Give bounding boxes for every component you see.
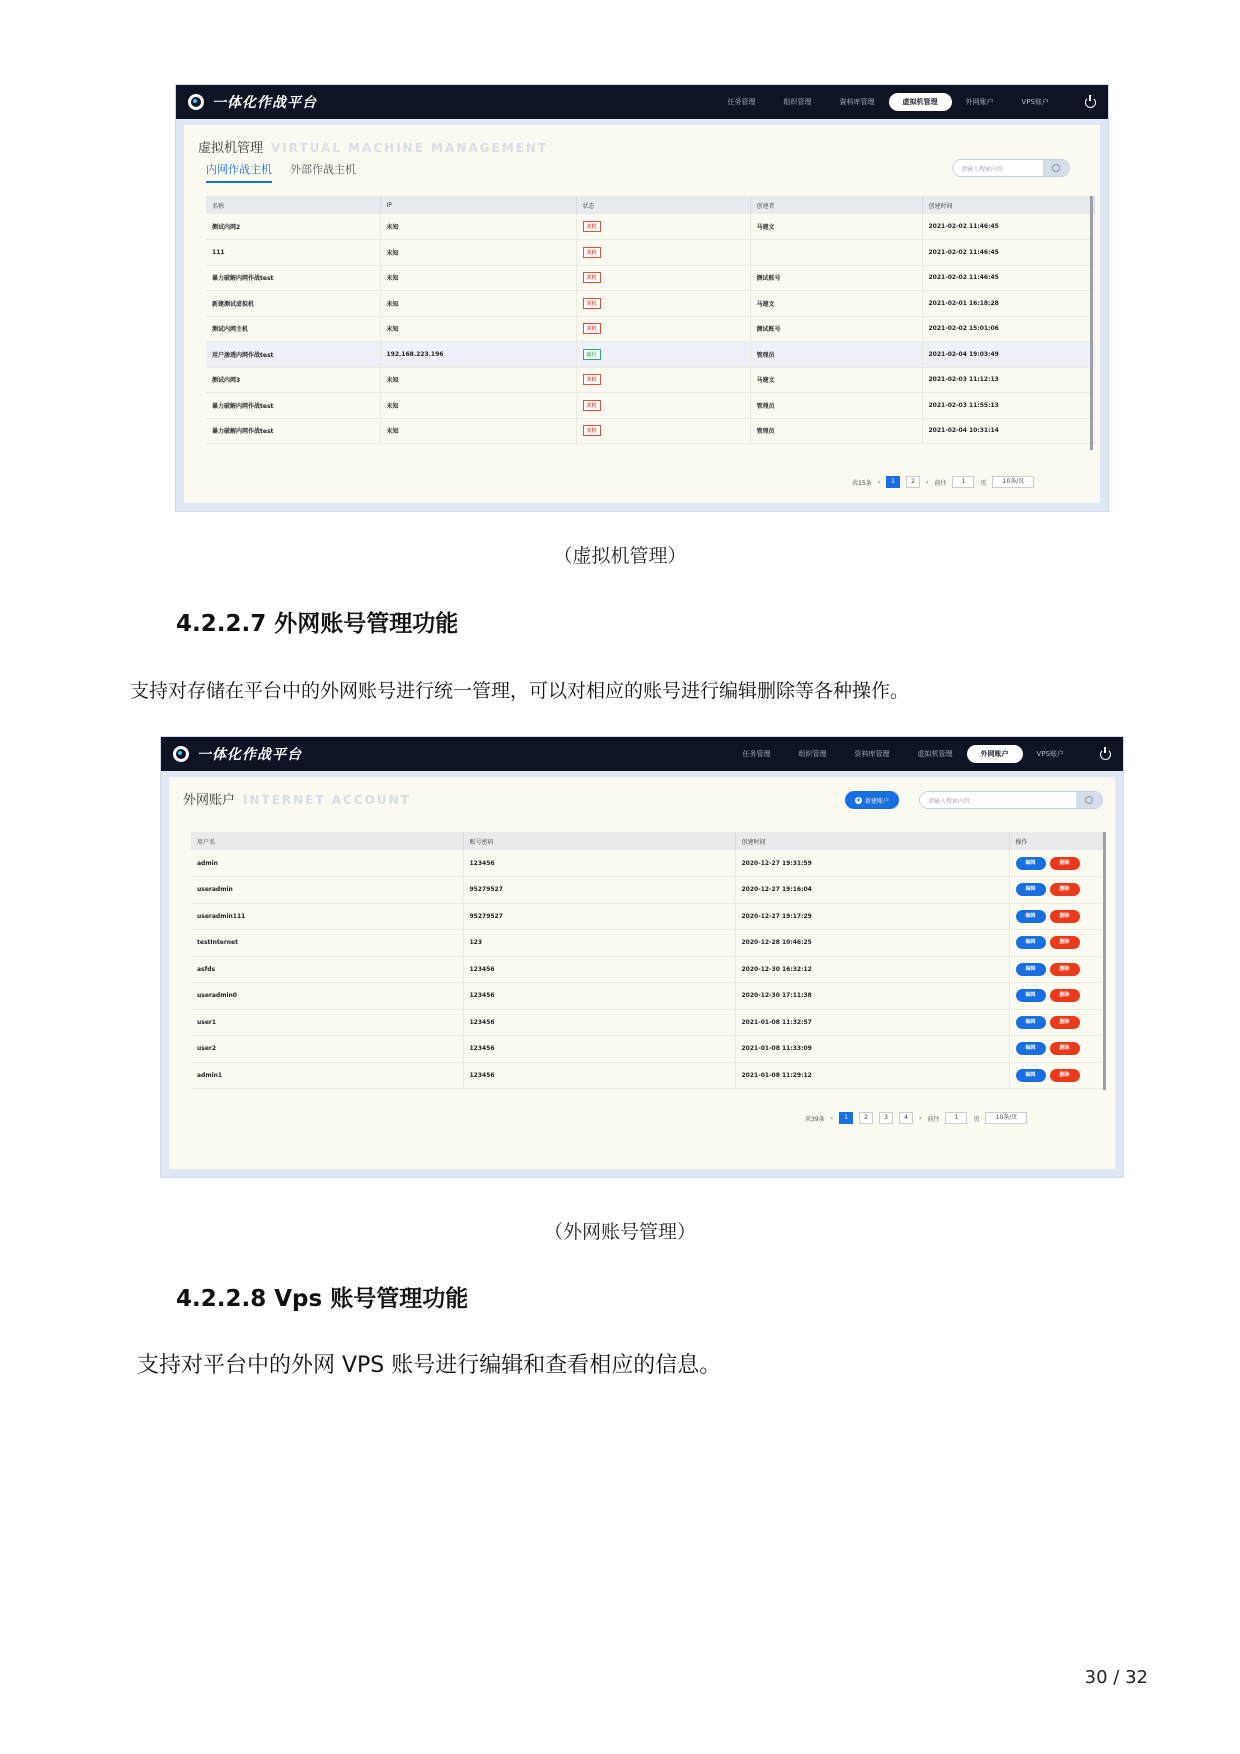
table-cell: 未知 bbox=[380, 265, 576, 291]
status-badge: 关机 bbox=[583, 298, 601, 309]
nav-item-vps-account[interactable]: VPS账户 bbox=[1021, 98, 1049, 106]
vm-table bbox=[206, 196, 1095, 444]
table-cell: 未知 bbox=[380, 214, 576, 240]
table-cell: 马建文 bbox=[750, 367, 922, 393]
table-row[interactable] bbox=[191, 1062, 1103, 1089]
delete-button[interactable]: 删除 bbox=[1050, 1069, 1080, 1082]
platform-brand: 一体化作战平台 bbox=[197, 747, 302, 763]
next-page-icon[interactable]: › bbox=[919, 1114, 922, 1122]
table-cell: 2021-02-01 16:18:28 bbox=[922, 291, 1094, 317]
table-cell: 2021-01-08 11:32:57 bbox=[735, 1009, 1009, 1036]
table-cell bbox=[576, 393, 750, 419]
platform-logo-icon bbox=[173, 746, 189, 762]
table-cell bbox=[576, 316, 750, 342]
table-cell-actions bbox=[1009, 1036, 1103, 1063]
table-cell-actions bbox=[1009, 903, 1103, 930]
delete-button[interactable]: 删除 bbox=[1050, 883, 1080, 896]
top-navbar bbox=[161, 737, 1123, 771]
page-header bbox=[183, 789, 411, 808]
nav-item-organization[interactable]: 组织管理 bbox=[798, 750, 827, 758]
nav-item-internet-account[interactable]: 外网账户 bbox=[965, 98, 994, 106]
table-cell: 123456 bbox=[463, 1036, 735, 1063]
section-heading-4-2-2-7: 4.2.2.7 外网账号管理功能 bbox=[176, 611, 459, 637]
search-input[interactable]: 请输入搜索内容 bbox=[928, 797, 971, 805]
table-cell: 123456 bbox=[463, 1062, 735, 1089]
search-button[interactable] bbox=[1043, 160, 1069, 176]
table-row[interactable] bbox=[191, 983, 1103, 1010]
section-paragraph-4-2-2-8: 支持对平台中的外网 VPS 账号进行编辑和查看相应的信息。 bbox=[137, 1353, 722, 1378]
status-badge: 关机 bbox=[583, 323, 601, 334]
table-cell: 123456 bbox=[463, 1009, 735, 1036]
table-cell: 2020-12-27 19:17:29 bbox=[735, 903, 1009, 930]
table-cell: 2020-12-30 17:11:38 bbox=[735, 983, 1009, 1010]
table-row[interactable] bbox=[206, 291, 1094, 317]
table-cell: 2021-02-02 11:46:45 bbox=[922, 240, 1094, 266]
table-cell: testInternet bbox=[191, 930, 463, 957]
vm-management-screenshot bbox=[175, 84, 1109, 512]
table-row[interactable] bbox=[206, 367, 1094, 393]
table-cell: 123456 bbox=[463, 850, 735, 877]
page-button[interactable]: 4 bbox=[899, 1112, 913, 1124]
platform-logo-icon bbox=[188, 94, 204, 110]
page-number: 30 / 32 bbox=[1084, 1667, 1148, 1688]
nav-item-tasks[interactable]: 任务管理 bbox=[727, 98, 756, 106]
table-cell bbox=[576, 240, 750, 266]
internet-account-screenshot bbox=[160, 736, 1124, 1178]
main-nav bbox=[729, 745, 1111, 763]
search-box[interactable] bbox=[919, 791, 1103, 809]
goto-suffix: 页 bbox=[973, 1115, 980, 1123]
tab-external-host[interactable]: 外部作战主机 bbox=[290, 163, 356, 176]
table-cell: admin1 bbox=[191, 1062, 463, 1089]
table-cell: 管理员 bbox=[750, 342, 922, 368]
edit-button[interactable]: 编辑 bbox=[1016, 936, 1046, 949]
table-cell: 未知 bbox=[380, 393, 576, 419]
edit-button[interactable]: 编辑 bbox=[1016, 963, 1046, 976]
table-cell bbox=[576, 291, 750, 317]
page-title: 外网账户 bbox=[183, 793, 236, 808]
pagination bbox=[805, 1112, 1027, 1124]
table-row[interactable] bbox=[191, 877, 1103, 904]
platform-brand: 一体化作战平台 bbox=[212, 95, 317, 111]
column-header: 状态 bbox=[576, 196, 750, 214]
table-cell: 测试内网2 bbox=[206, 214, 380, 240]
table-cell: 管理员 bbox=[750, 418, 922, 444]
nav-item-library[interactable]: 资料库管理 bbox=[854, 750, 890, 758]
page-button[interactable]: 1 bbox=[886, 476, 900, 488]
page-title: 虚拟机管理 bbox=[198, 141, 264, 156]
plus-icon: + bbox=[855, 795, 862, 804]
column-header: IP bbox=[380, 196, 576, 214]
nav-item-vps-account[interactable]: VPS账户 bbox=[1036, 750, 1064, 758]
table-cell: 95279527 bbox=[463, 903, 735, 930]
delete-button[interactable]: 删除 bbox=[1050, 963, 1080, 976]
table-cell: 2021-01-08 11:33:09 bbox=[735, 1036, 1009, 1063]
edit-button[interactable]: 编辑 bbox=[1016, 883, 1046, 896]
column-header: 创建时间 bbox=[735, 832, 1009, 850]
table-row[interactable] bbox=[206, 240, 1094, 266]
table-cell-actions bbox=[1009, 956, 1103, 983]
table-cell: 123456 bbox=[463, 983, 735, 1010]
table-cell: 2021-02-04 19:03:49 bbox=[922, 342, 1094, 368]
table-cell: 未知 bbox=[380, 291, 576, 317]
account-table bbox=[191, 832, 1104, 1089]
table-cell: 暴力破解内网作战test bbox=[206, 393, 380, 419]
table-cell: 新建测试虚拟机 bbox=[206, 291, 380, 317]
table-row[interactable] bbox=[206, 214, 1094, 240]
next-page-icon[interactable]: › bbox=[926, 478, 929, 486]
add-account-label: 新建账户 bbox=[865, 797, 890, 805]
delete-button[interactable]: 删除 bbox=[1050, 1016, 1080, 1029]
column-header: 名称 bbox=[206, 196, 380, 214]
table-cell: 未知 bbox=[380, 367, 576, 393]
table-cell: 95279527 bbox=[463, 877, 735, 904]
table-cell bbox=[576, 265, 750, 291]
goto-label: 前往 bbox=[927, 1115, 940, 1123]
table-row[interactable] bbox=[191, 1009, 1103, 1036]
status-badge: 关机 bbox=[583, 400, 601, 411]
table-cell: 2021-02-02 11:46:45 bbox=[922, 214, 1094, 240]
table-cell: 未知 bbox=[380, 418, 576, 444]
table-row[interactable] bbox=[206, 342, 1094, 368]
table-cell: 测试账号 bbox=[750, 265, 922, 291]
table-cell: 2020-12-27 19:31:59 bbox=[735, 850, 1009, 877]
nav-item-library[interactable]: 資料库管理 bbox=[839, 98, 875, 106]
column-header: 用户名 bbox=[191, 832, 463, 850]
edit-button[interactable]: 编辑 bbox=[1016, 989, 1046, 1002]
section-heading-4-2-2-8: 4.2.2.8 Vps 账号管理功能 bbox=[176, 1286, 469, 1312]
edit-button[interactable]: 编辑 bbox=[1016, 1016, 1046, 1029]
column-header: 创建时间 bbox=[922, 196, 1094, 214]
search-button[interactable] bbox=[1076, 792, 1102, 808]
table-row[interactable] bbox=[191, 956, 1103, 983]
table-cell-actions bbox=[1009, 1009, 1103, 1036]
page-title-en: INTERNET ACCOUNT bbox=[243, 793, 411, 807]
table-cell: 2020-12-30 16:32:12 bbox=[735, 956, 1009, 983]
table-row[interactable] bbox=[206, 393, 1094, 419]
table-cell: 123456 bbox=[463, 956, 735, 983]
table-row[interactable] bbox=[206, 418, 1094, 444]
status-badge: 关机 bbox=[583, 221, 601, 232]
prev-page-icon[interactable]: ‹ bbox=[877, 478, 881, 486]
table-cell-actions bbox=[1009, 1062, 1103, 1089]
status-badge: 关机 bbox=[583, 425, 601, 436]
top-navbar bbox=[176, 85, 1108, 119]
table-cell: asfds bbox=[191, 956, 463, 983]
nav-item-vm[interactable]: 虚拟机管理 bbox=[917, 750, 953, 758]
table-cell: admin bbox=[191, 850, 463, 877]
account-content-panel bbox=[169, 777, 1115, 1169]
table-cell: 2020-12-28 10:46:25 bbox=[735, 930, 1009, 957]
table-row[interactable] bbox=[191, 903, 1103, 930]
table-cell: useradmin111 bbox=[191, 903, 463, 930]
page-header bbox=[198, 137, 548, 156]
edit-button[interactable]: 编辑 bbox=[1016, 1042, 1046, 1055]
table-cell: 测试账号 bbox=[750, 316, 922, 342]
page-button[interactable]: 2 bbox=[906, 476, 920, 488]
prev-page-icon[interactable]: ‹ bbox=[830, 1114, 834, 1122]
status-badge: 关机 bbox=[583, 272, 601, 283]
main-nav bbox=[714, 93, 1096, 111]
table-cell: 管理员 bbox=[750, 393, 922, 419]
pagination-total: 共15条 bbox=[852, 479, 872, 487]
power-icon[interactable] bbox=[1100, 749, 1111, 760]
table-scrollbar[interactable] bbox=[1090, 196, 1093, 450]
edit-button[interactable]: 编辑 bbox=[1016, 1069, 1046, 1082]
status-badge: 关机 bbox=[583, 247, 601, 258]
pagination bbox=[852, 476, 1034, 488]
table-header bbox=[191, 832, 1103, 850]
table-cell bbox=[576, 342, 750, 368]
column-header: 账号密码 bbox=[463, 832, 735, 850]
table-cell: 2021-02-02 11:46:45 bbox=[922, 265, 1094, 291]
nav-item-vm[interactable]: 虚拟机管理 bbox=[889, 93, 952, 111]
power-icon[interactable] bbox=[1085, 97, 1096, 108]
search-box[interactable] bbox=[952, 159, 1070, 177]
page-button[interactable]: 2 bbox=[859, 1112, 873, 1124]
edit-button[interactable]: 编辑 bbox=[1016, 910, 1046, 923]
table-row[interactable] bbox=[191, 850, 1103, 877]
add-account-button[interactable] bbox=[845, 791, 899, 809]
table-scrollbar[interactable] bbox=[1103, 832, 1106, 1090]
section-paragraph-4-2-2-7: 支持对存储在平台中的外网账号进行统一管理，可以对相应的账号进行编辑删除等各种操作。 bbox=[130, 680, 910, 702]
table-cell: 测试内网主机 bbox=[206, 316, 380, 342]
status-badge: 运行 bbox=[583, 349, 601, 360]
table-cell: 192.168.223.196 bbox=[380, 342, 576, 368]
host-tabs bbox=[206, 161, 356, 183]
column-header: 创建者 bbox=[750, 196, 922, 214]
table-header bbox=[206, 196, 1094, 214]
goto-suffix: 页 bbox=[980, 479, 987, 487]
table-row[interactable] bbox=[206, 265, 1094, 291]
table-cell: 2021-02-02 15:01:06 bbox=[922, 316, 1094, 342]
page-title-en: VIRTUAL MACHINE MANAGEMENT bbox=[271, 141, 549, 155]
table-cell bbox=[576, 367, 750, 393]
search-input[interactable]: 请输入搜索内容 bbox=[961, 165, 1004, 173]
table-cell: 2021-02-03 11:12:13 bbox=[922, 367, 1094, 393]
table-cell: 111 bbox=[206, 240, 380, 266]
search-icon bbox=[1085, 796, 1093, 804]
table-cell: user1 bbox=[191, 1009, 463, 1036]
page-button[interactable]: 3 bbox=[879, 1112, 893, 1124]
nav-item-organization[interactable]: 组织管理 bbox=[783, 98, 812, 106]
table-row[interactable] bbox=[206, 316, 1094, 342]
table-cell-actions bbox=[1009, 850, 1103, 877]
table-row[interactable] bbox=[191, 1036, 1103, 1063]
tab-internal-host[interactable]: 内网作战主机 bbox=[206, 161, 272, 183]
table-cell: 未知 bbox=[380, 316, 576, 342]
table-cell: useradmin bbox=[191, 877, 463, 904]
table-cell bbox=[576, 418, 750, 444]
status-badge: 关机 bbox=[583, 374, 601, 385]
table-cell bbox=[750, 240, 922, 266]
nav-item-tasks[interactable]: 任务管理 bbox=[742, 750, 771, 758]
table-cell: 马建文 bbox=[750, 214, 922, 240]
table-cell: 2021-02-04 10:31:14 bbox=[922, 418, 1094, 444]
table-cell: 未知 bbox=[380, 240, 576, 266]
delete-button[interactable]: 删除 bbox=[1050, 989, 1080, 1002]
column-header: 操作 bbox=[1009, 832, 1103, 850]
table-cell: 暴力破解内网作战test bbox=[206, 265, 380, 291]
table-cell: 测试内网3 bbox=[206, 367, 380, 393]
edit-button[interactable]: 编辑 bbox=[1016, 857, 1046, 870]
table-cell: 2020-12-27 19:16:04 bbox=[735, 877, 1009, 904]
table-cell-actions bbox=[1009, 983, 1103, 1010]
figure1-caption: （虚拟机管理） bbox=[553, 545, 687, 567]
table-cell: 2021-02-03 11:55:13 bbox=[922, 393, 1094, 419]
table-cell bbox=[576, 214, 750, 240]
table-cell: 123 bbox=[463, 930, 735, 957]
delete-button[interactable]: 删除 bbox=[1050, 936, 1080, 949]
table-cell: user2 bbox=[191, 1036, 463, 1063]
goto-label: 前往 bbox=[934, 479, 947, 487]
page-size-select[interactable]: 10条/页 bbox=[992, 476, 1034, 488]
vm-content-panel bbox=[184, 125, 1100, 503]
goto-page-input[interactable]: 1 bbox=[952, 476, 974, 488]
table-cell: 暴力破解内网作战test bbox=[206, 418, 380, 444]
table-cell-actions bbox=[1009, 877, 1103, 904]
goto-page-input[interactable]: 1 bbox=[945, 1112, 967, 1124]
table-cell: 马建文 bbox=[750, 291, 922, 317]
table-cell: 用户渗透内网作战test bbox=[206, 342, 380, 368]
page-button[interactable]: 1 bbox=[839, 1112, 853, 1124]
table-cell: 2021-01-08 11:29:12 bbox=[735, 1062, 1009, 1089]
nav-item-internet-account[interactable]: 外网账户 bbox=[967, 745, 1023, 763]
delete-button[interactable]: 删除 bbox=[1050, 857, 1080, 870]
search-icon bbox=[1052, 164, 1060, 172]
pagination-total: 共39条 bbox=[805, 1115, 825, 1123]
figure2-caption: （外网账号管理） bbox=[543, 1221, 696, 1243]
table-row[interactable] bbox=[191, 930, 1103, 957]
table-cell-actions bbox=[1009, 930, 1103, 957]
delete-button[interactable]: 删除 bbox=[1050, 1042, 1080, 1055]
delete-button[interactable]: 删除 bbox=[1050, 910, 1080, 923]
table-cell: useradmin0 bbox=[191, 983, 463, 1010]
page-size-select[interactable]: 10条/页 bbox=[985, 1112, 1027, 1124]
